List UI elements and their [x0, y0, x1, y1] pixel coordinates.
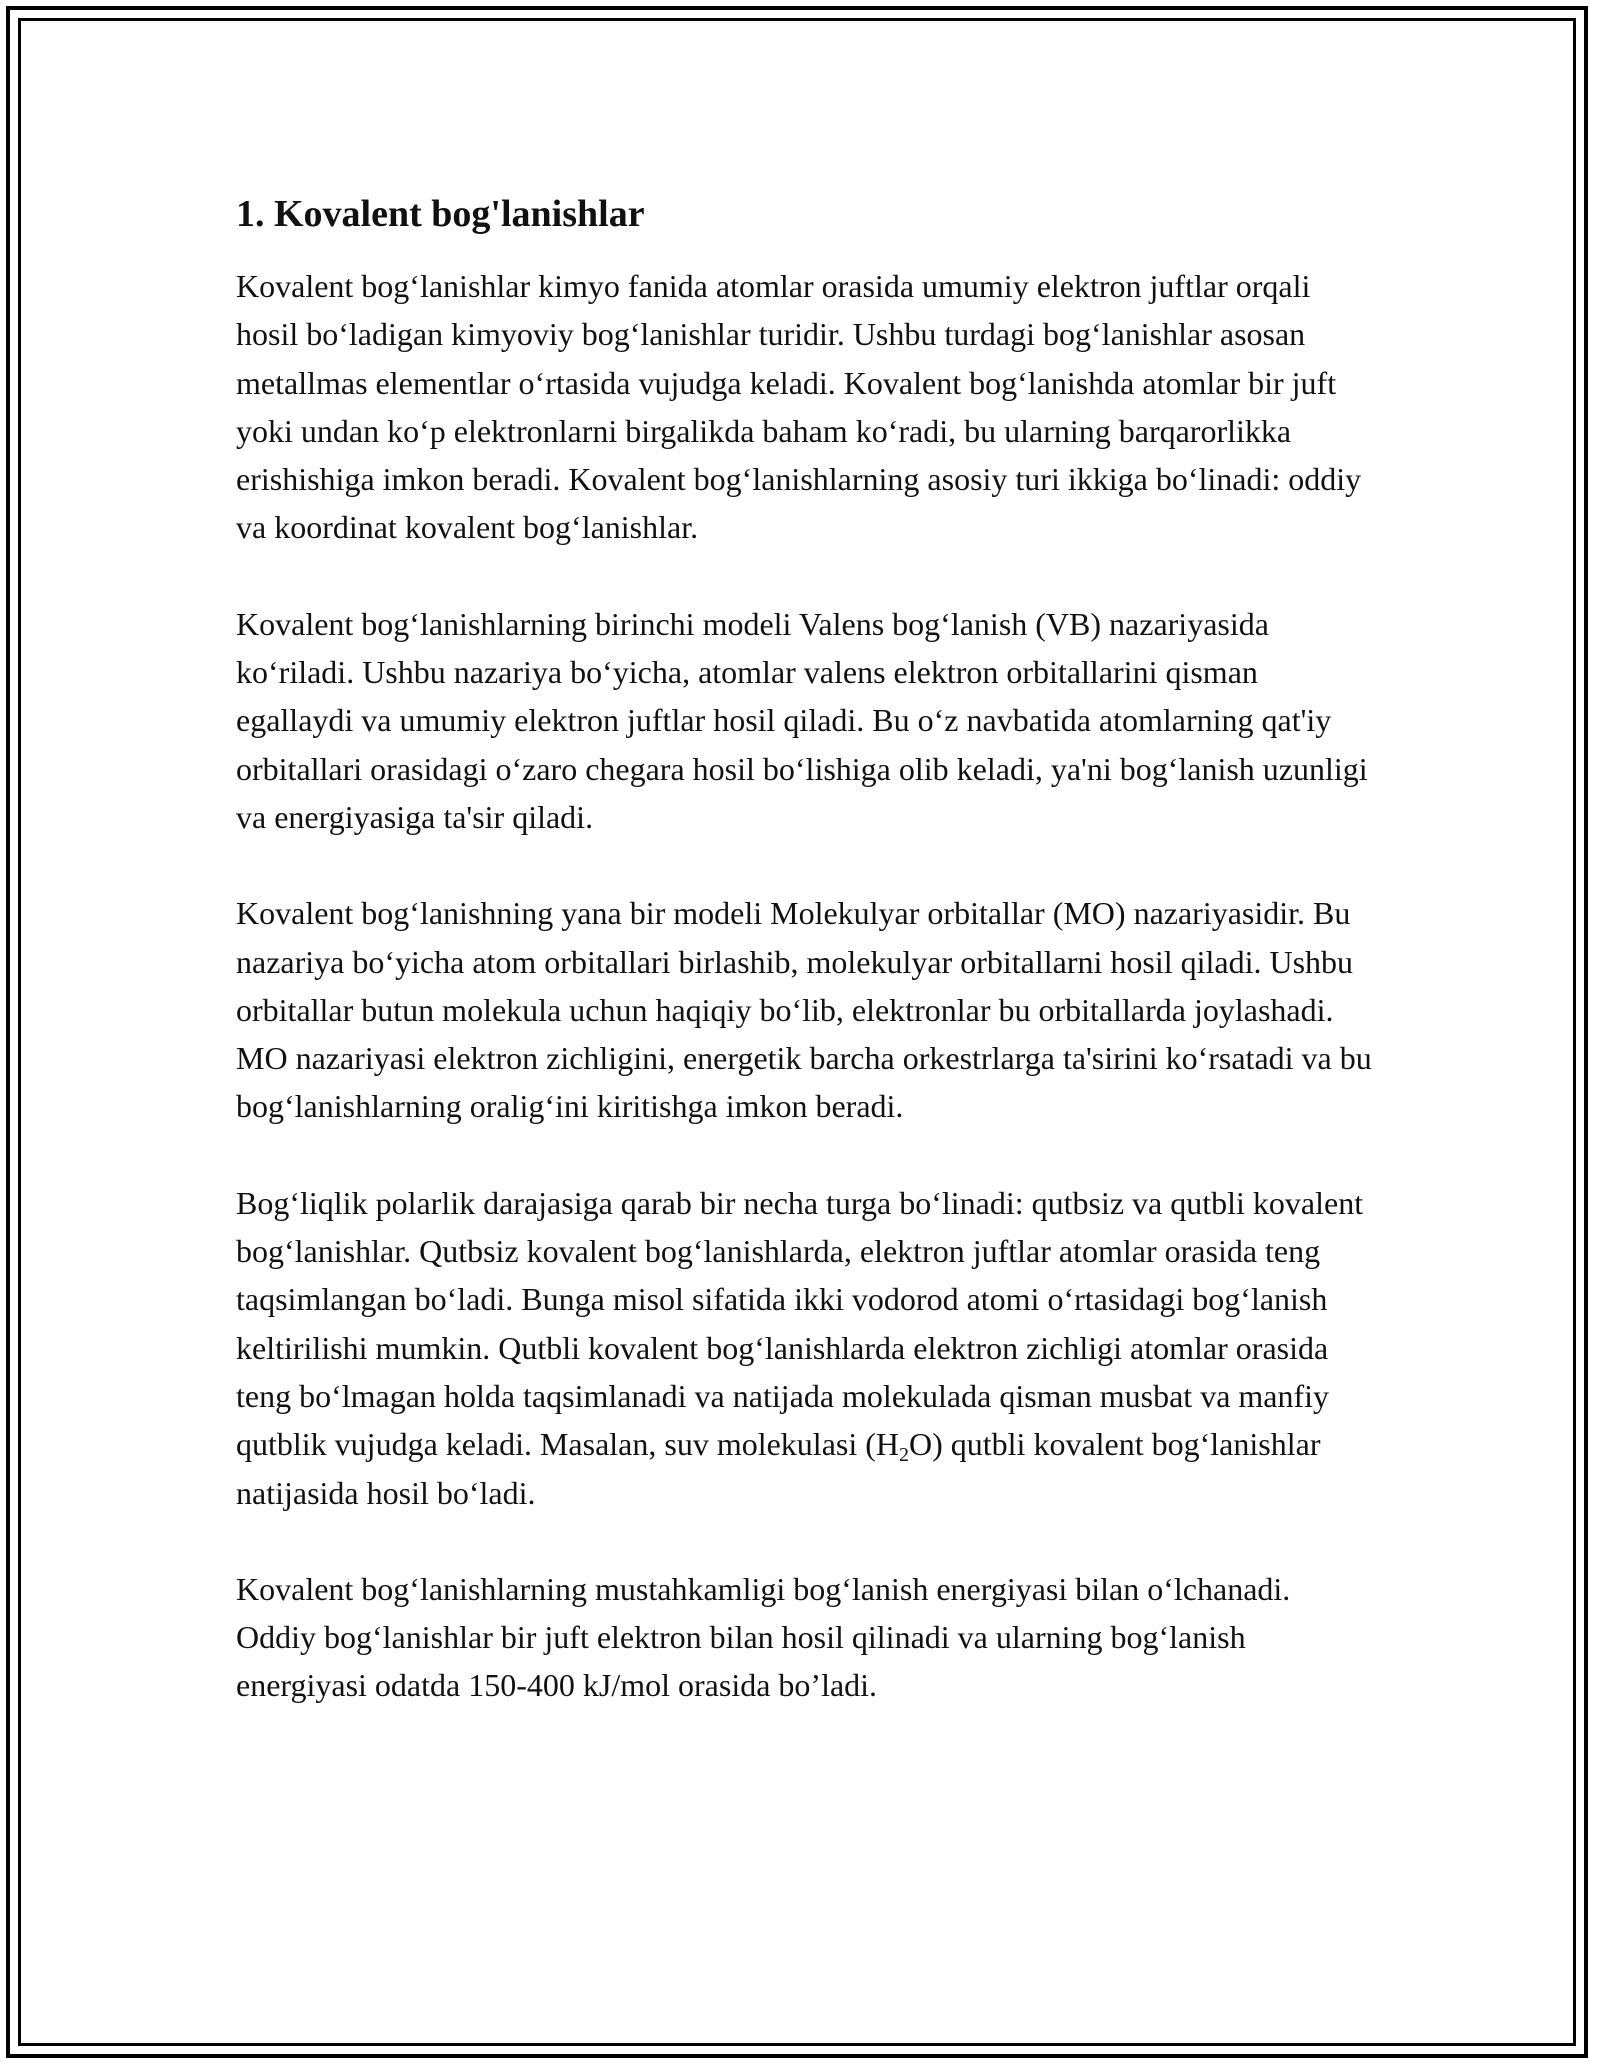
section-heading: 1. Kovalent bog'lanishlar: [236, 193, 645, 235]
polarity-text-after-formula: O) qutbli kovalent bog‘lanishlar natijasida hosil bo‘ladi.: [236, 1426, 1321, 1511]
paragraph-vb-theory: Kovalent bog‘lanishlarning birinchi modeli Valens bog‘lanish (VB) nazariyasida ko‘riladi. Ushbu nazariya bo‘yicha, atomlar valens elektron orbitallarini qisman egallaydi va umumiy elektron juftlar hosil qiladi. Bu o‘z navbatida atomlarning qat'iy orbitallari orasidagi o‘zaro chegara hosil bo‘lishiga olib keladi, ya'ni bog‘lanish uzunligi va energiyasiga ta'sir qiladi.: [236, 605, 1368, 835]
water-formula-subscript: 2: [899, 1444, 909, 1467]
document-body: [236, 186, 1376, 1758]
paragraph-mo-theory: Kovalent bog‘lanishning yana bir modeli Molekulyar orbitallar (MO) nazariyasidir. Bu nazariya bo‘yicha atom orbitallari birlashib, molekulyar orbitallarni hosil qiladi. Ushbu orbitallar butun molekula uchun haqiqiy bo‘lib, elektronlar bu orbitallarda joylashadi. MO nazariyasi elektron zichligini, energetik barcha orkestrlarga ta'sirini ko‘rsatadi va bu bog‘lanishlarning oralig‘ini kiritishga imkon beradi.: [236, 895, 1372, 1125]
polarity-text-before-formula: Bog‘liqlik polarlik darajasiga qarab bir necha turga bo‘linadi: qutbsiz va qutbli kovalent bog‘lanishlar. Qutbsiz kovalent bog‘lanishlarda, elektron juftlar atomlar orasida teng taqsimlangan bo‘ladi. Bunga misol sifatida ikki vodorod atomi o‘rtasidagi bog‘lanish keltirilishi mumkin. Qutbli kovalent bog‘lanishlarda elektron zichligi atomlar orasida teng bo‘lmagan holda taqsimlanadi va natijada molekulada qisman musbat va manfiy qutblik vujudga keladi. Masalan, suv molekulasi (H: [236, 1184, 1364, 1463]
paragraph-polarity: [236, 1179, 1376, 1517]
paragraph-intro: Kovalent bog‘lanishlar kimyo fanida atomlar orasida umumiy elektron juftlar orqali hosil bo‘ladigan kimyoviy bog‘lanishlar turidir. Ushbu turdagi bog‘lanishlar asosan metallmas elementlar o‘rtasida vujudga keladi. Kovalent bog‘lanishda atomlar bir juft yoki undan ko‘p elektronlarni birgalikda baham ko‘radi, bu ularning barqarorlikka erishishiga imkon beradi. Kovalent bog‘lanishlarning asosiy turi ikkiga bo‘linadi: oddiy va koordinat kovalent bog‘lanishlar.: [236, 268, 1362, 546]
paragraph-bond-energy: Kovalent bog‘lanishlarning mustahkamligi bog‘lanish energiyasi bilan o‘lchanadi. Oddiy bog‘lanishlar bir juft elektron bilan hosil qilinadi va ularning bog‘lanish energiyasi odatda 150-400 kJ/mol orasida bo’ladi.: [236, 1570, 1291, 1704]
